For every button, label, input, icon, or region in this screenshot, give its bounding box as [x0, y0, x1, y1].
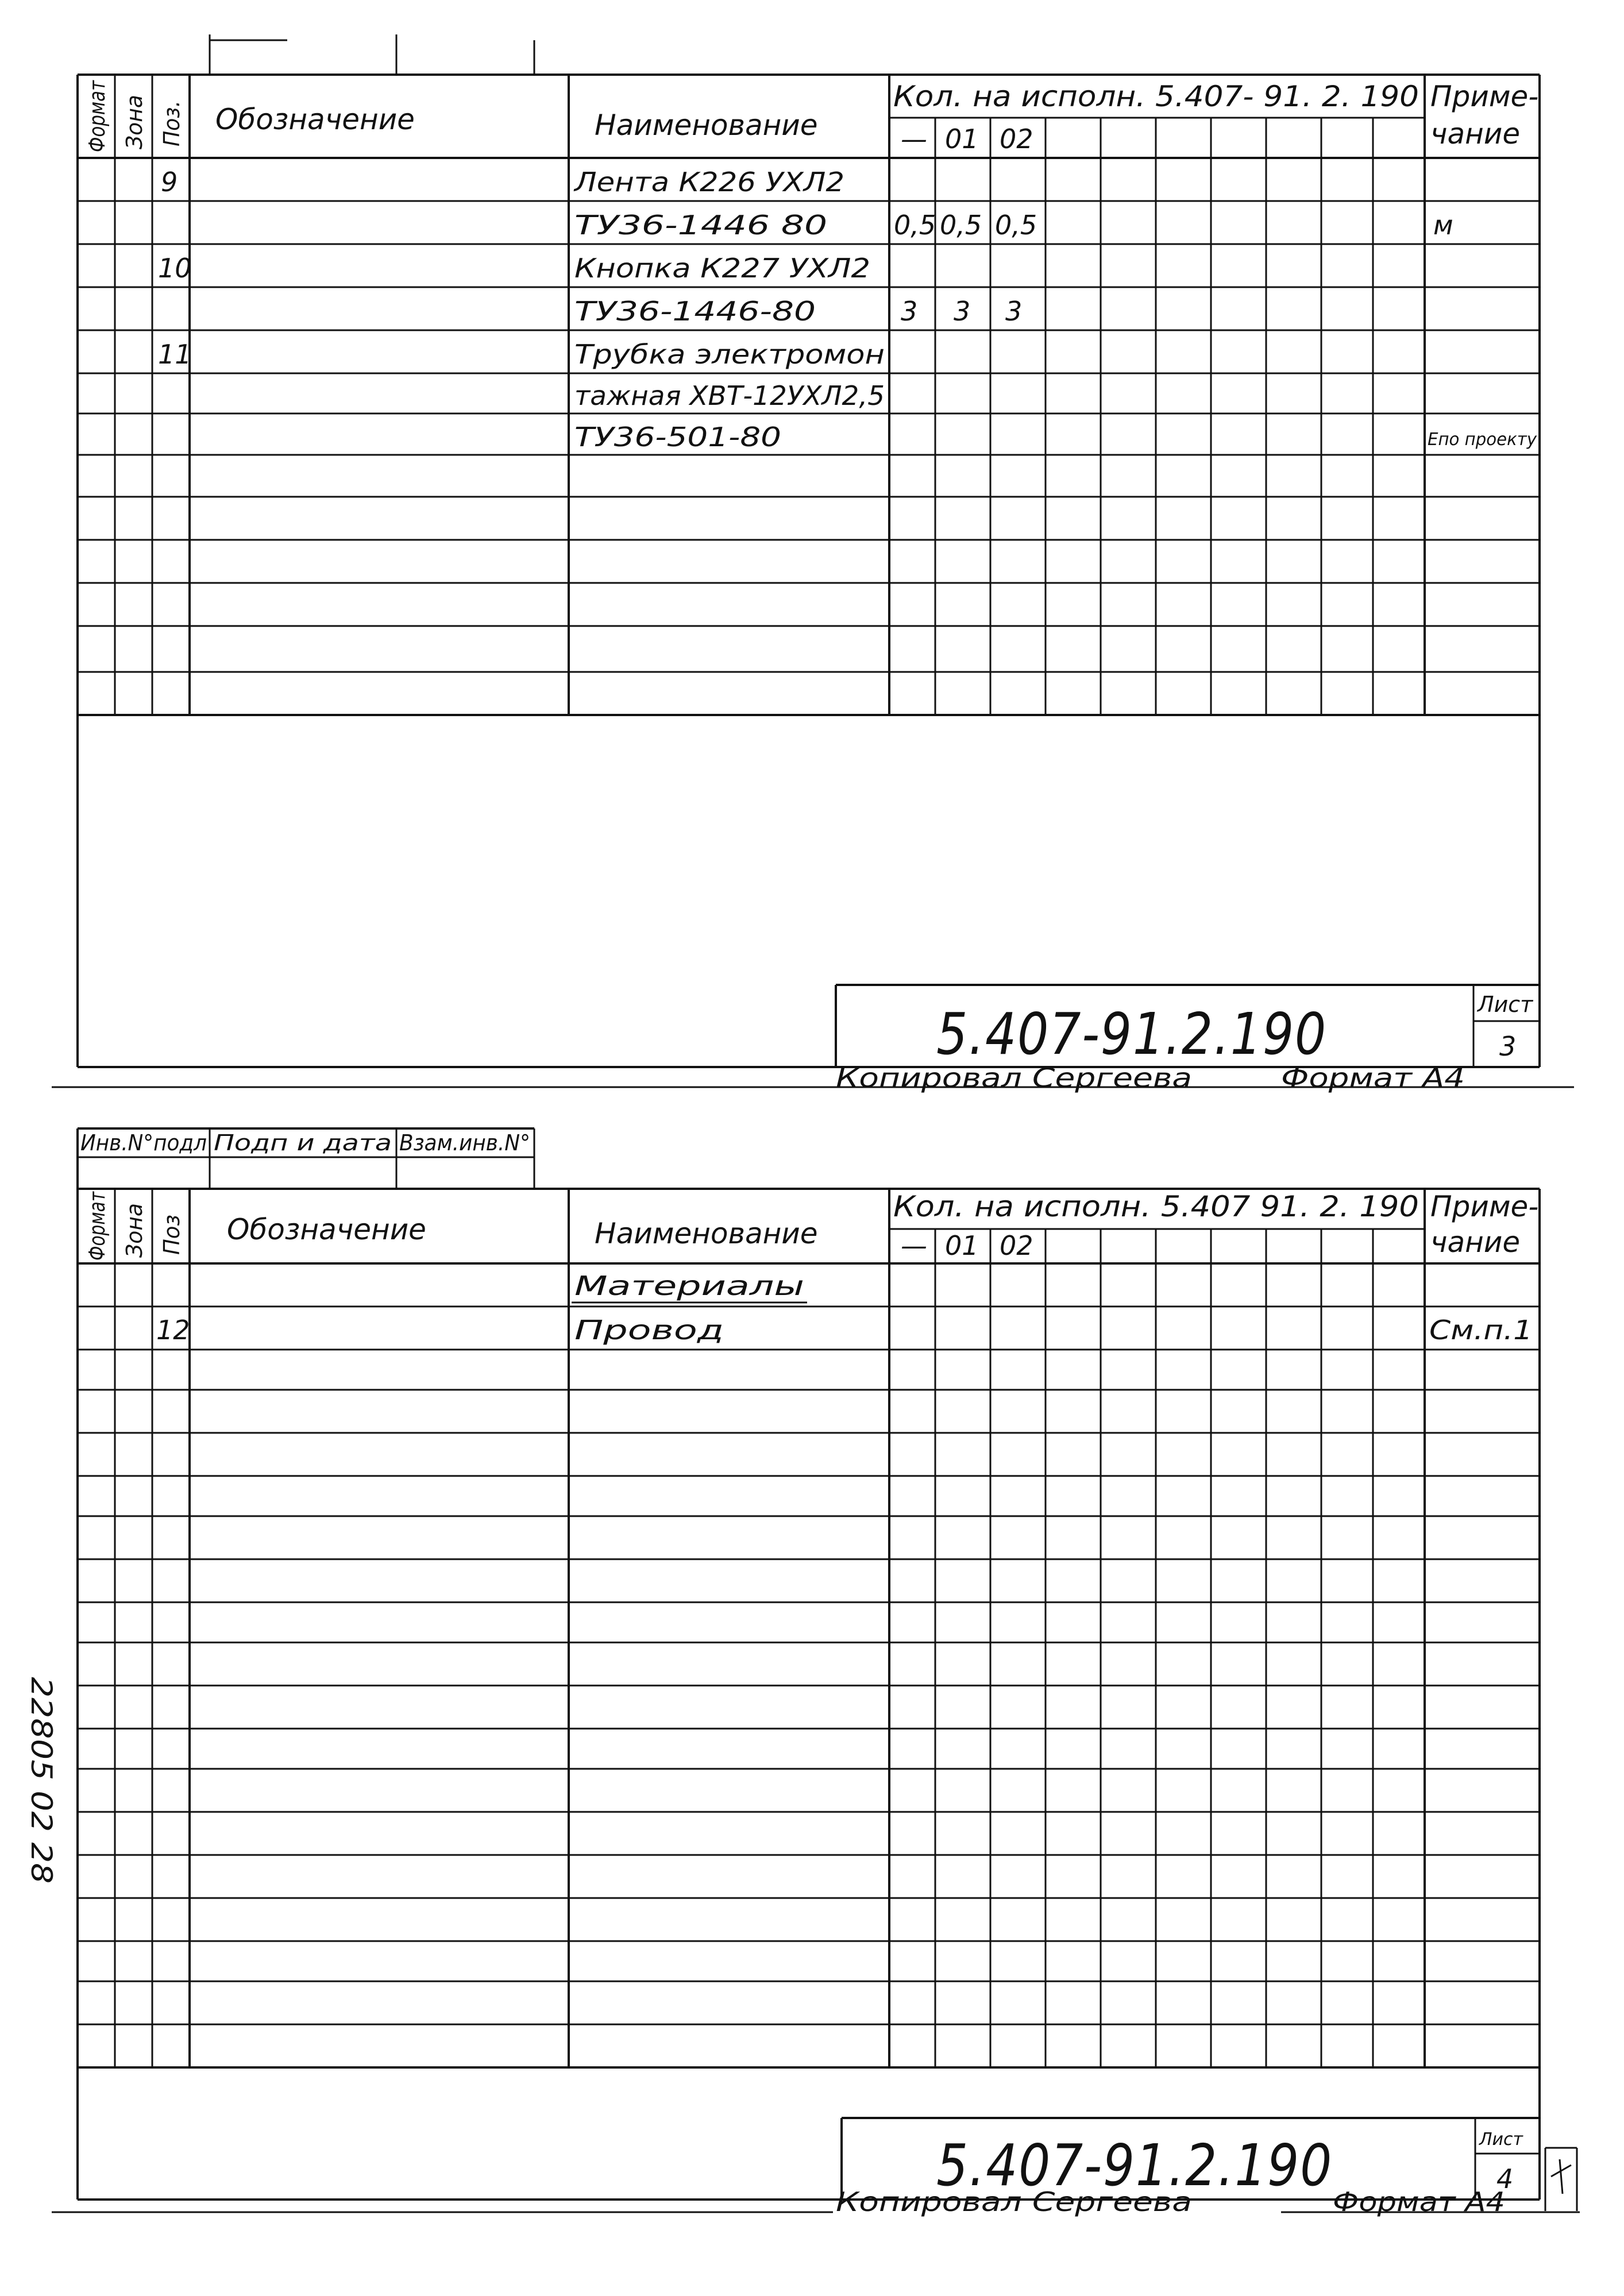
format-label: Формат А4 [1333, 2186, 1505, 2217]
row-qty: 0,5 [894, 210, 936, 241]
sheet4-rows [156, 1270, 1533, 1346]
row-qty: 3 [954, 296, 971, 327]
col-pos-label: Поз. [159, 98, 184, 146]
col-note-label-1: Приме- [1430, 1190, 1539, 1223]
row-name: ТУ36-1446 80 [574, 210, 827, 241]
row-name: Лента К226 УХЛ2 [573, 167, 844, 198]
row-name: тажная ХВТ-12УХЛ2,5 [574, 380, 885, 411]
qty-per-version-label: Кол. на исполн. 5.407 91. 2. 190 [893, 1190, 1419, 1223]
document-code: 5.407-91.2.190 [936, 1000, 1327, 1068]
format-label: Формат А4 [1281, 1062, 1465, 1093]
sheet-label: Лист [1479, 2129, 1523, 2150]
variant-02-label: 02 [1000, 123, 1033, 154]
row-qty: 0,5 [940, 210, 982, 241]
row-note: Епо проекту [1428, 430, 1538, 450]
row-pos: 12 [156, 1315, 190, 1346]
row-name: ТУ36-501-80 [574, 422, 781, 453]
stamp-replace-label: Взам.инв.N° [399, 1130, 530, 1155]
qty-per-version-label: Кол. на исполн. 5.407- 91. 2. 190 [893, 80, 1419, 113]
section-heading: Материалы [574, 1270, 804, 1301]
col-zone-label: Зона [122, 1203, 147, 1258]
variant-01-label: 01 [945, 1230, 979, 1261]
row-qty: 3 [901, 296, 918, 327]
row-qty: 3 [1005, 296, 1023, 327]
col-name-label: Наименование [595, 109, 818, 142]
row-note: См.п.1 [1429, 1315, 1533, 1346]
variant-02-label: 02 [1000, 1230, 1033, 1261]
row-pos: 9 [161, 167, 178, 198]
row-name: ТУ36-1446-80 [574, 296, 816, 327]
sheet3-rows [158, 167, 1537, 453]
row-qty: 0,5 [995, 210, 1037, 241]
col-pos-label: Поз [159, 1213, 184, 1255]
sheet4-stamp [80, 1130, 530, 1155]
row-pos: 11 [158, 339, 192, 370]
row-note: м [1433, 210, 1453, 241]
stamp-signature-label: Подп и дата [214, 1130, 392, 1155]
sheet-4 [52, 1128, 1580, 2212]
col-note-label-2: чание [1430, 117, 1521, 150]
sheet-number: 3 [1499, 1031, 1517, 1062]
col-name-label: Наименование [595, 1217, 818, 1250]
col-format-label: Формат [84, 1172, 110, 1261]
sheet-label: Лист [1478, 992, 1533, 1017]
col-format-label: Формат [84, 63, 110, 152]
col-designation-label: Обозначение [227, 1213, 426, 1246]
row-name: Провод [574, 1315, 724, 1346]
copied-by: Копировал Сергеева [836, 1062, 1192, 1093]
variant-base-label: — [901, 1230, 927, 1261]
col-note-label-1: Приме- [1430, 80, 1539, 113]
row-name: Кнопка К227 УХЛ2 [574, 253, 870, 284]
sheet4-title-block [836, 2129, 1524, 2217]
row-name: Трубка электромон [574, 339, 885, 370]
margin-archive-number: 22805 02 28 [25, 1677, 58, 1860]
copied-by: Копировал Сергеева [836, 2186, 1192, 2217]
variant-base-label: — [901, 123, 927, 154]
variant-01-label: 01 [945, 123, 979, 154]
sheet3-title-block [836, 992, 1534, 1093]
col-note-label-2: чание [1430, 1226, 1521, 1259]
col-designation-label: Обозначение [215, 103, 415, 136]
row-pos: 10 [158, 253, 192, 284]
col-zone-label: Зона [122, 94, 147, 149]
document-code: 5.407-91.2.190 [936, 2132, 1333, 2199]
stamp-inventory-label: Инв.N°подл [80, 1130, 207, 1155]
sheet-number: 4 [1496, 2163, 1514, 2194]
